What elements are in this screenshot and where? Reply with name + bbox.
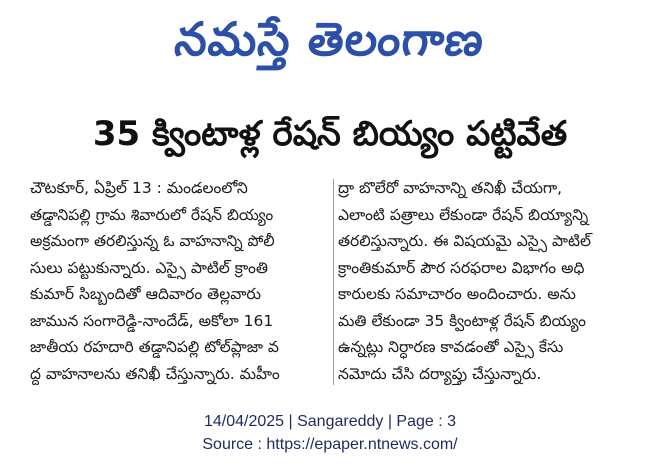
article-line: ద్ద వాహనాలను తనిఖీ చేస్తున్నారు. మహీం: [30, 364, 280, 383]
article-line: జామున సంగారెడ్డి-నాందేడ్, అకోలా 161: [30, 311, 274, 330]
article-line: ఉన్నట్లు నిర్ధారణ కావడంతో ఎస్సై కేసు: [338, 338, 564, 356]
article-line: జాతీయ రహదారి తడ్డానిపల్లి టోల్‌ప్లాజా వ: [30, 338, 279, 356]
article-body: [30, 175, 640, 395]
article-column-right: [338, 175, 638, 387]
article-line: కుమార్ సిబ్బందితో ఆదివారం తెల్లవారు: [30, 285, 261, 303]
article-line: తడ్డానిపల్లి గ్రామ శివారులో రేషన్ బియ్యం: [30, 205, 274, 224]
article-line: ఎలాంటి పత్రాలు లేకుండా రేషన్ బియ్యాన్ని: [338, 205, 589, 224]
article-headline: 35 క్వింటాళ్ల రేషన్ బియ్యం పట్టివేత: [92, 114, 568, 154]
article-line: మతి లేకుండా 35 క్వింటాళ్ల రేషన్ బియ్యం: [338, 311, 586, 330]
article-line: నమోదు చేసి దర్యాప్తు చేస్తున్నారు.: [338, 364, 542, 383]
footer-source-url: Source : https://epaper.ntnews.com/: [202, 436, 458, 453]
article-line: ద్రా బొలేరో వాహనాన్ని తనిఖీ చేయగా,: [338, 179, 563, 197]
article-line: కారులకు సమాచారం అందించారు. అను: [338, 285, 576, 303]
footer-date-edition-page: 14/04/2025 | Sangareddy | Page : 3: [203, 413, 457, 430]
article-line: చౌటకూర్, ఏప్రిల్ 13 : మండలంలోని: [30, 179, 248, 197]
source-footer: [0, 410, 660, 456]
article-line: సులు పట్టుకున్నారు. ఎస్సై పాటిల్ క్రాంతి: [30, 258, 268, 277]
article-line: తరలిస్తున్నారు. ఈ విషయమై ఎస్సై పాటిల్: [338, 232, 591, 250]
masthead-logo-text: నమస్తే తెలంగాణ: [172, 12, 488, 66]
masthead: [0, 2, 660, 82]
article-line: క్రాంతికుమార్ పౌర సరఫరాల విభాగం అధి: [338, 258, 585, 277]
column-divider: [333, 179, 334, 385]
article-column-left: [30, 175, 330, 387]
article-line: అక్రమంగా తరలిస్తున్న ఓ వాహనాన్ని పోలీ: [30, 232, 275, 250]
